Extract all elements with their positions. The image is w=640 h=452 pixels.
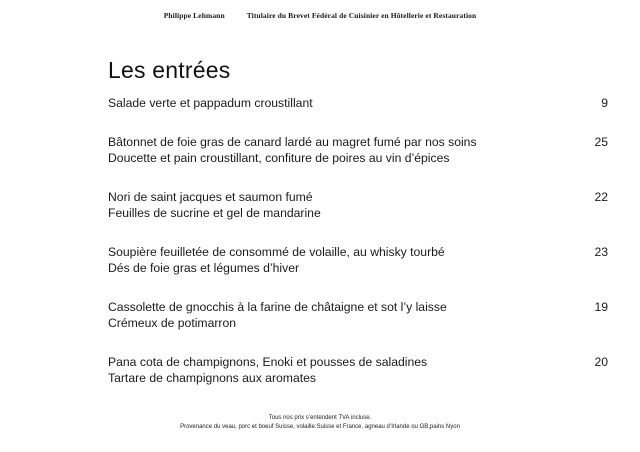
menu-item-price: 23 (594, 245, 608, 259)
menu-item-line-2: Tartare de champignons aux aromates (108, 371, 316, 385)
menu-item-price: 25 (594, 135, 608, 149)
menu-item (108, 189, 608, 221)
menu-item-line-2: Feuilles de sucrine et gel de mandarine (108, 206, 321, 220)
menu-item-price: 22 (594, 190, 608, 204)
menu-item-price: 19 (594, 300, 608, 314)
menu-item-line-1: Bâtonnet de foie gras de canard lardé au magret fumé par nos soins (108, 135, 477, 149)
menu-item-line-1: Soupière feuilletée de consommé de volaille, au whisky tourbé (108, 245, 445, 259)
menu-list (108, 95, 608, 409)
menu-item-description (108, 134, 548, 166)
menu-item (108, 134, 608, 166)
document-header (0, 11, 640, 20)
menu-item-price: 20 (594, 355, 608, 369)
menu-item-description (108, 354, 548, 386)
menu-item-line-1: Nori de saint jacques et saumon fumé (108, 190, 313, 204)
menu-item-price: 9 (601, 96, 608, 110)
header-chef-name: Philippe Lehmann (163, 11, 225, 20)
menu-item (108, 244, 608, 276)
footer-tax-note: Tous nos prix s’entendent TVA incluse. (268, 415, 372, 421)
menu-item (108, 95, 608, 111)
document-footer (0, 414, 640, 432)
menu-item-description (108, 95, 548, 111)
menu-item (108, 354, 608, 386)
menu-item (108, 299, 608, 331)
menu-item-description (108, 299, 548, 331)
header-credential: Titulaire du Brevet Fédéral de Cuisinier en Hôtellerie et Restauration (246, 11, 477, 20)
menu-item-line-2: Doucette et pain croustillant, confiture de poires au vin d’épices (108, 151, 450, 165)
menu-item-description (108, 244, 548, 276)
menu-item-line-1: Pana cota de champignons, Enoki et pousses de saladines (108, 355, 428, 369)
footer-origin-note: Provenance du veau, porc et boeuf Suisse, volaille:Suisse et France, agneau d’Irlande ou GB,pains Nyon (180, 424, 460, 430)
menu-item-line-1: Cassolette de gnocchis à la farine de châtaigne et sot l’y laisse (108, 300, 447, 314)
menu-item-description (108, 189, 548, 221)
page-title: Les entrées (108, 57, 231, 83)
menu-item-line-2: Crémeux de potimarron (108, 316, 237, 330)
menu-item-line-2: Dés de foie gras et légumes d’hiver (108, 261, 300, 275)
menu-item-line-1: Salade verte et pappadum croustillant (108, 96, 313, 110)
